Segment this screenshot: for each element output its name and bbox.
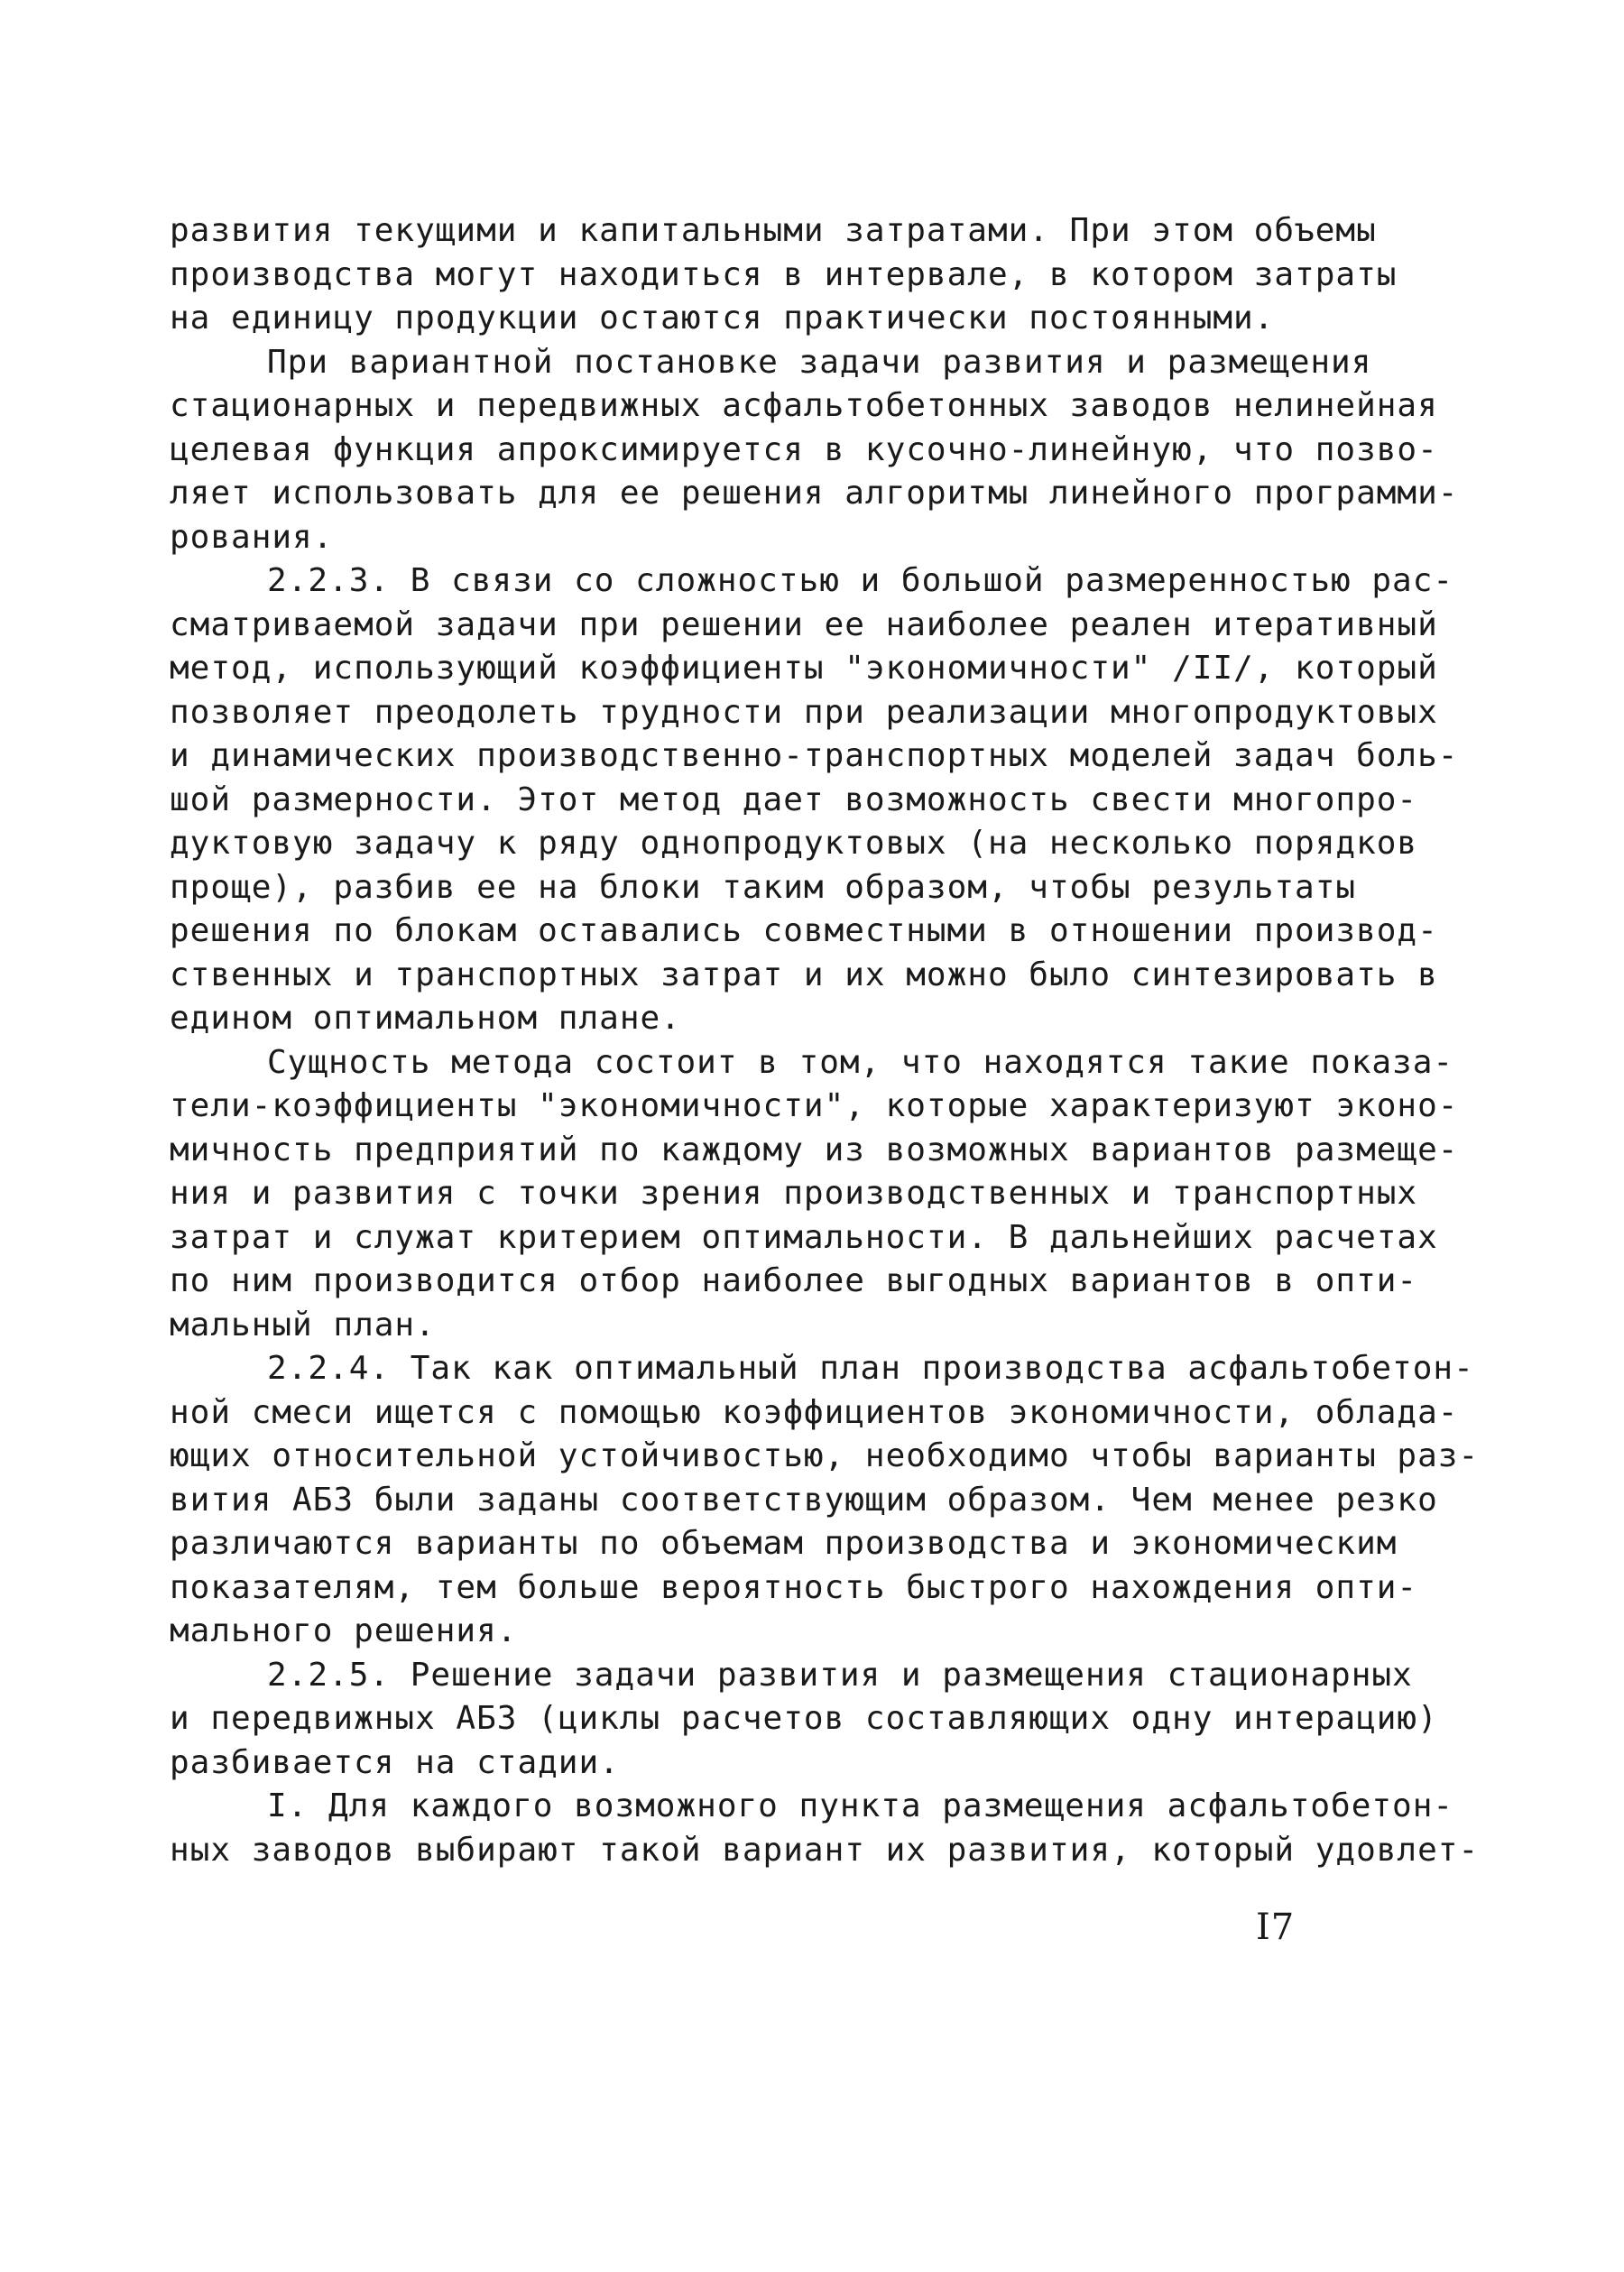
text-line: ляет использовать для ее решения алгоритмы линейного программи- (170, 475, 1459, 512)
text-line: сматриваемой задачи при решении ее наиболее реален итеративный (170, 605, 1438, 643)
section-2-2-3-line: 2.2.3. В связи со сложностью и большой размеренностью рас- (267, 562, 1454, 599)
text-line: позволяет преодолеть трудности при реализации многопродуктовых (170, 693, 1438, 731)
text-line: решения по блокам оставались совместными в отношении производ- (170, 912, 1438, 949)
text-line: мичность предприятий по каждому из возможных вариантов размеще- (170, 1131, 1459, 1168)
text-line: развития текущими и капитальными затратами. При этом объемы (170, 212, 1377, 249)
text-line: различаются варианты по объемам производства и экономическим (170, 1525, 1398, 1562)
text-line: стационарных и передвижных асфальтобетонных заводов нелинейная (170, 387, 1438, 424)
text-line: ной смеси ищется с помощью коэффициентов экономичности, облада- (170, 1393, 1459, 1431)
paragraph-start-line: При вариантной постановке задачи развития и размещения (267, 343, 1372, 381)
text-line: ных заводов выбирают такой вариант их развития, который удовлет- (170, 1831, 1480, 1869)
paragraph-start-line: Сущность метода состоит в том, что находятся такие показа- (267, 1043, 1454, 1081)
text-line: тели-коэффициенты "экономичности", которые характеризуют эконо- (170, 1087, 1459, 1124)
text-line: шой размерности. Этот метод дает возможность свести многопро- (170, 780, 1418, 818)
text-line: мального решения. (170, 1612, 518, 1649)
text-line: мальный план. (170, 1306, 436, 1344)
text-line: дуктовую задачу к ряду однопродуктовых (на несколько порядков (170, 825, 1418, 862)
list-item-1-line: I. Для каждого возможного пункта размещения асфальтобетон- (267, 1787, 1454, 1824)
text-line: рования. (170, 518, 334, 556)
text-line: проще), разбив ее на блоки таким образом, чтобы результаты (170, 868, 1357, 906)
text-line: на единицу продукции остаются практически постоянными. (170, 300, 1275, 337)
body-text (170, 209, 1480, 1872)
text-line: производства могут находиться в интервале, в котором затраты (170, 255, 1398, 293)
text-line: вития АБЗ были заданы соответствующим образом. Чем менее резко (170, 1481, 1438, 1519)
text-line: и передвижных АБЗ (циклы расчетов составляющих одну интерацию) (170, 1700, 1438, 1737)
text-line: целевая функция апроксимируется в кусочно-линейную, что позво- (170, 430, 1438, 468)
section-2-2-4-line: 2.2.4. Так как оптимальный план производства асфальтобетон- (267, 1350, 1474, 1387)
text-line: показателям, тем больше вероятность быстрого нахождения опти- (170, 1568, 1418, 1606)
text-line: метод, использующий коэффициенты "экономичности" /II/, который (170, 650, 1438, 687)
text-line: затрат и служат критерием оптимальности. В дальнейших расчетах (170, 1218, 1438, 1256)
text-line: ния и развития с точки зрения производственных и транспортных (170, 1175, 1418, 1212)
text-line: по ним производится отбор наиболее выгодных вариантов в опти- (170, 1262, 1418, 1299)
page-number: I7 (1256, 1907, 1296, 1948)
text-line: разбивается на стадии. (170, 1743, 620, 1781)
text-line: и динамических производственно-транспортных моделей задач боль- (170, 737, 1459, 774)
text-line: ющих относительной устойчивостью, необходимо чтобы варианты раз- (170, 1437, 1480, 1474)
section-2-2-5-line: 2.2.5. Решение задачи развития и размещения стационарных (267, 1656, 1413, 1694)
text-line: ственных и транспортных затрат и их можно было синтезировать в (170, 956, 1438, 993)
text-line: едином оптимальном плане. (170, 1000, 681, 1037)
